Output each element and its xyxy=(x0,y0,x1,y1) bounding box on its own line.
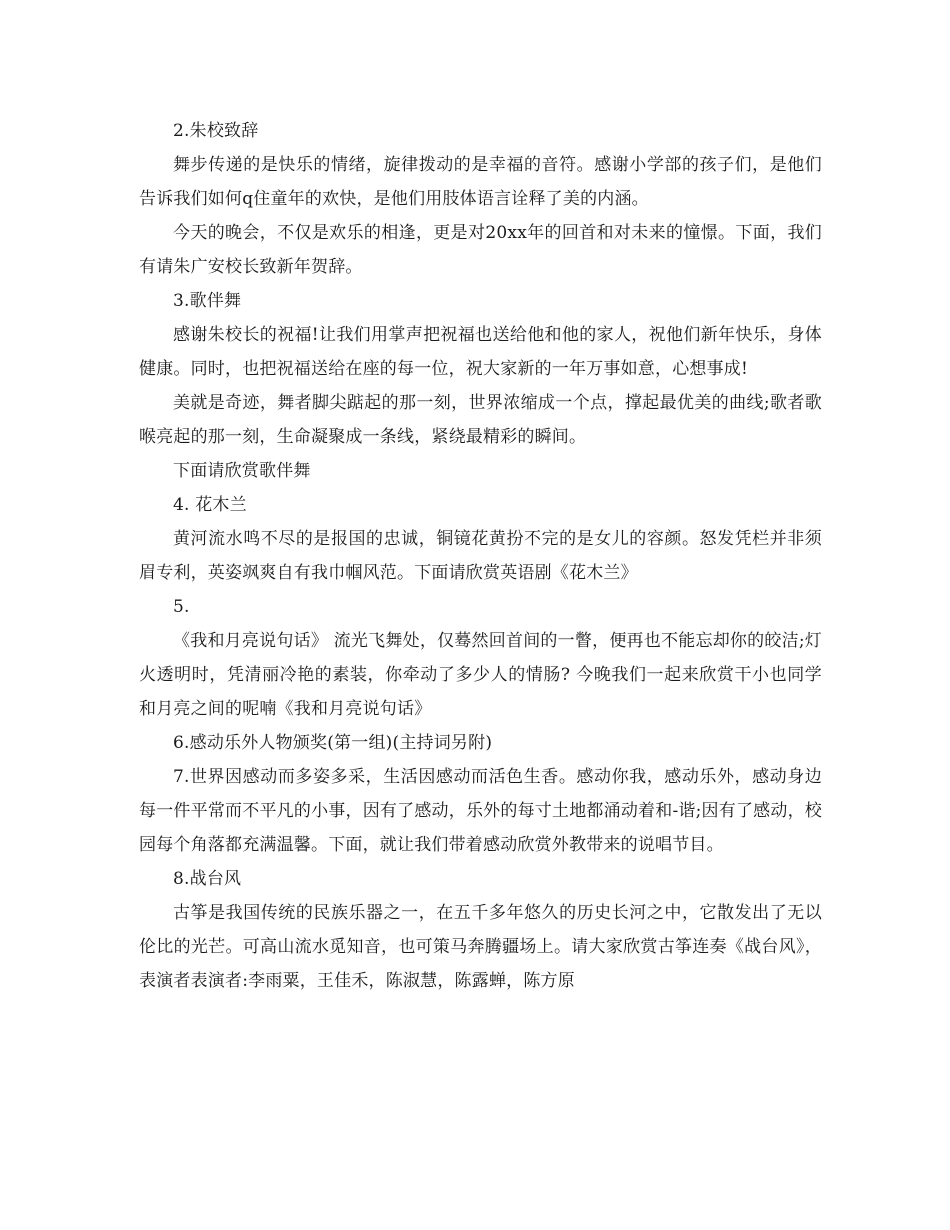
paragraph: 今天的晚会，不仅是欢乐的相逢，更是对20xx年的回首和对未来的憧憬。下面，我们有请朱广安校长致新年贺辞。 xyxy=(139,223,822,277)
document-body xyxy=(139,114,822,998)
paragraph: 7.世界因感动而多姿多采，生活因感动而活色生香。感动你我，感动乐外，感动身边每一件平常而不平凡的小事，因有了感动，乐外的每寸土地都涌动着和-谐;因有了感动，校园每个角落都充满温馨。下面，就让我们带着感动欣赏外教带来的说唱节目。 xyxy=(139,767,822,855)
paragraph: 感谢朱校长的祝福!让我们用掌声把祝福也送给他和他的家人，祝他们新年快乐，身体健康。同时，也把祝福送给在座的每一位，祝大家新的一年万事如意，心想事成! xyxy=(139,325,822,379)
paragraph: 美就是奇迹，舞者脚尖踮起的那一刻，世界浓缩成一个点，撑起最优美的曲线;歌者歌喉亮起的那一刻，生命凝聚成一条线，紧绕最精彩的瞬间。 xyxy=(139,393,822,447)
section-heading-8: 8.战台风 xyxy=(173,869,242,889)
section-heading-6: 6.感动乐外人物颁奖(第一组)(主持词另附) xyxy=(173,733,493,753)
section-heading-4: 4. 花木兰 xyxy=(173,495,247,515)
section-heading-3: 3.歌伴舞 xyxy=(173,291,242,311)
paragraph: 下面请欣赏歌伴舞 xyxy=(173,461,311,481)
paragraph: 黄河流水鸣不尽的是报国的忠诚，铜镜花黄扮不完的是女儿的容颜。怒发凭栏并非须眉专利，英姿飒爽自有我巾帼风范。下面请欣赏英语剧《花木兰》 xyxy=(139,529,822,583)
paragraph: 《我和月亮说句话》 流光飞舞处，仅蓦然回首间的一瞥，便再也不能忘却你的皎洁;灯火透明时，凭清丽冷艳的素装，你牵动了多少人的情肠? 今晚我们一起来欣赏干小也同学和月亮之间的呢喃《我和月亮说句话》 xyxy=(139,631,822,719)
section-heading-2: 2.朱校致辞 xyxy=(173,121,259,141)
section-heading-5: 5. xyxy=(173,597,190,617)
paragraph: 舞步传递的是快乐的情绪，旋律拨动的是幸福的音符。感谢小学部的孩子们，是他们告诉我们如何q住童年的欢快，是他们用肢体语言诠释了美的内涵。 xyxy=(139,155,822,209)
paragraph: 古筝是我国传统的民族乐器之一，在五千多年悠久的历史长河之中，它散发出了无以伦比的光芒。可高山流水觅知音，也可策马奔腾疆场上。请大家欣赏古筝连奏《战台风》，表演者表演者:李雨粟，王佳禾，陈淑慧，陈露蝉，陈方原 xyxy=(139,903,822,991)
